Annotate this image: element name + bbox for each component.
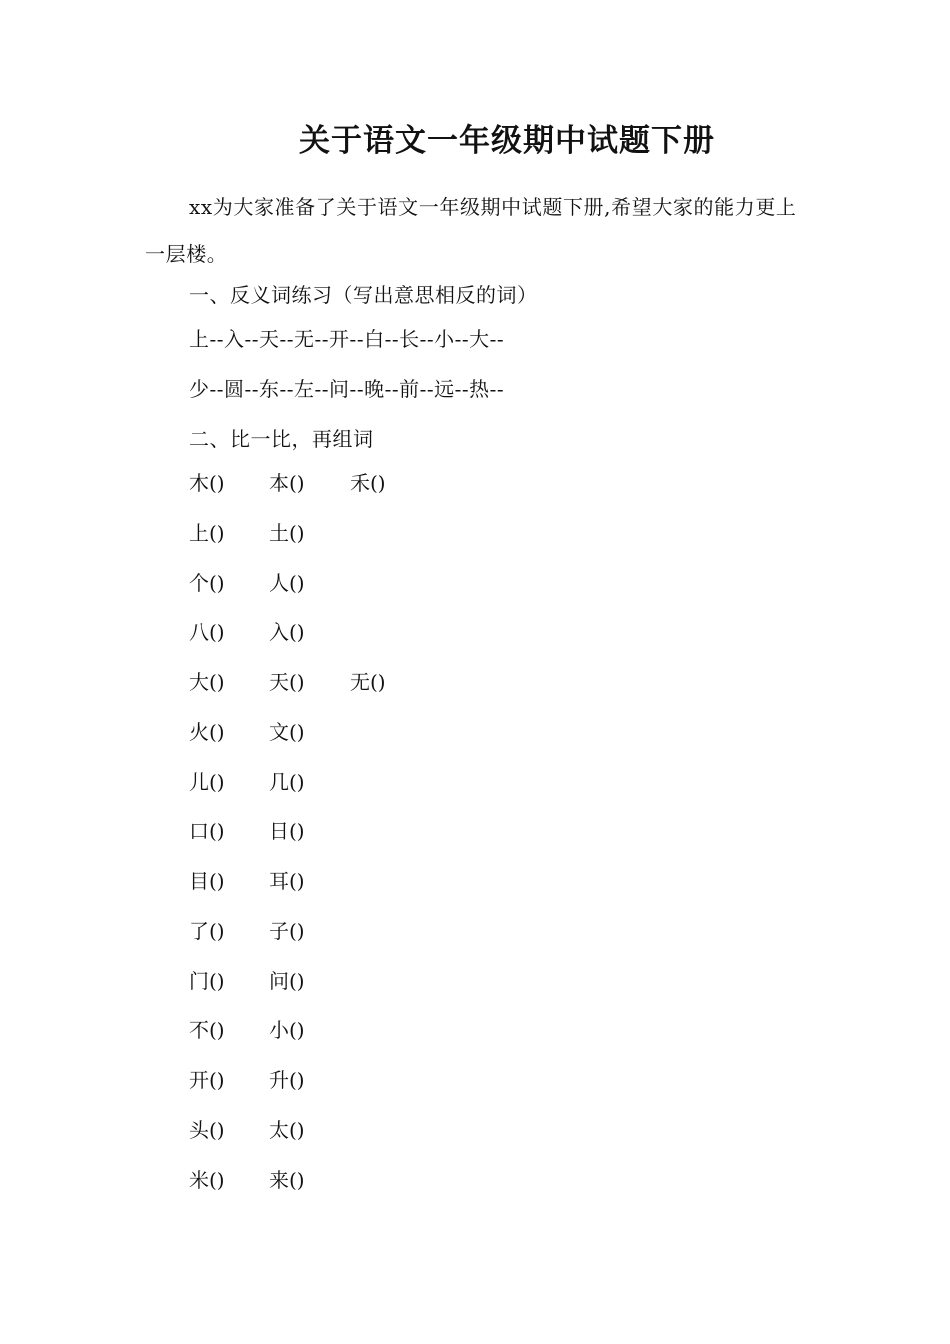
page-title: 关于语文一年级期中试题下册	[299, 123, 715, 159]
compare-item: 人()	[269, 570, 305, 595]
compare-item: 了()	[189, 918, 225, 943]
compare-item: 米()	[189, 1167, 225, 1192]
compare-item: 门()	[189, 968, 225, 993]
section1-heading: 一、反义词练习（写出意思相反的词）	[189, 283, 538, 307]
compare-item: 土()	[269, 520, 305, 545]
compare-item: 大()	[189, 670, 225, 694]
compare-item: 文()	[269, 719, 305, 744]
compare-item: 子()	[269, 918, 305, 943]
compare-item: 几()	[269, 769, 305, 794]
compare-item: 无()	[350, 670, 386, 694]
compare-item: 开()	[189, 1068, 225, 1092]
compare-item: 小()	[269, 1018, 305, 1043]
compare-item: 耳()	[269, 869, 305, 893]
compare-item: 火()	[189, 719, 225, 744]
compare-item: 八()	[189, 620, 225, 645]
compare-item: 太()	[269, 1117, 305, 1142]
compare-item: 不()	[189, 1018, 225, 1043]
intro-paragraph: xx为大家准备了关于语文一年级期中试题下册,希望大家的能力更上一层楼。	[145, 195, 797, 266]
antonym-line-2: 少--圆--东--左--问--晚--前--远--热--	[189, 377, 505, 401]
antonym-line-1: 上--入--天--无--开--白--长--小--大--	[189, 327, 505, 351]
compare-item: 升()	[269, 1068, 305, 1092]
compare-item: 禾()	[350, 471, 386, 495]
compare-item: 本()	[269, 471, 305, 495]
compare-item: 口()	[189, 819, 225, 844]
compare-item: 木()	[189, 471, 225, 495]
compare-item: 天()	[269, 670, 305, 694]
compare-item: 个()	[189, 570, 225, 595]
compare-item: 儿()	[189, 769, 225, 794]
section2-heading: 二、比一比，再组词	[189, 427, 374, 451]
compare-item: 目()	[189, 869, 225, 893]
compare-item: 日()	[269, 819, 305, 844]
compare-item: 入()	[269, 620, 305, 645]
compare-item: 问()	[269, 968, 305, 993]
compare-item: 上()	[189, 520, 225, 545]
compare-item: 头()	[189, 1117, 225, 1142]
compare-item: 来()	[269, 1167, 305, 1192]
